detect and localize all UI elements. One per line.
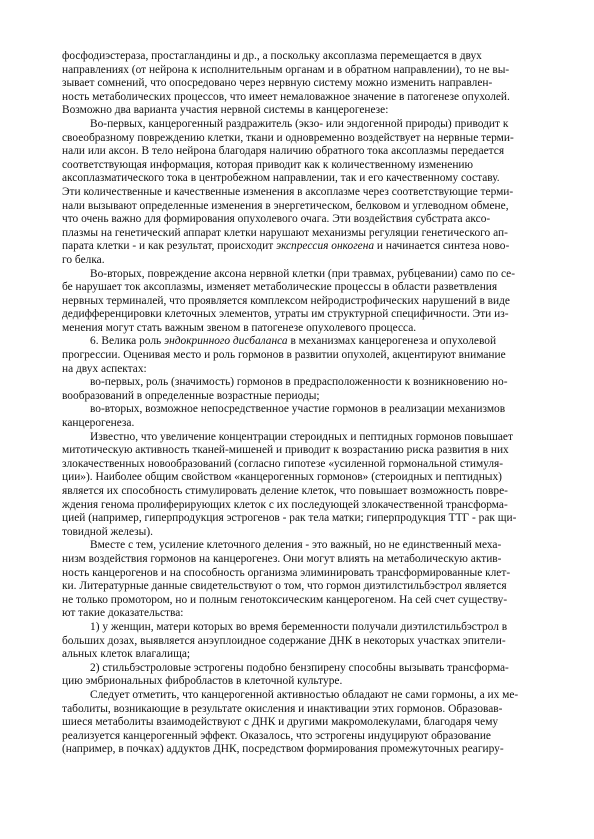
text-line: нали вызывают определенные изменения в энергетическом, белковом и углеводном обмене, [62,199,509,212]
text-line: ки. Литературные данные свидетельствуют о том, что гормон диэтилстильбэстрол является [62,580,507,593]
text-line: ции»). Наиболее общим свойством «канцерогенных гормонов» (стероидных и пептидных) [62,471,502,484]
text-line: нервных терминалей, что проявляется комплексом нейродистрофических нарушений в виде [62,294,510,307]
paragraph-start: Следует отметить, что канцерогенной активностью обладают не сами гормоны, а их ме- [90,688,519,701]
paragraph-start: во-вторых, возможное непосредственное участие гормонов в реализации механизмов [90,403,506,416]
text-line: ждения генома пролиферирующих клеток с их последующей злокачественной трансформа- [62,498,508,511]
text-line: вообразований в определенные возрастные периоды; [62,389,320,402]
text-run: в механизмах канцерогенеза и опухолевой [287,335,497,348]
text-run: 6. Велика роль [90,335,165,348]
text-line: аксоплазматического тока в центробежном направлении, так и его качественному составу. [62,172,500,185]
paragraph-start [62,335,539,349]
text-line: зывает сомнений, что опосредовано через нервную систему можно изменить направлен- [62,77,493,90]
text-run: и начинается синтеза ново- [374,240,510,253]
text-line: является их способность стимулировать деление клеток, что повышает возможность повре- [62,485,508,497]
list-item: 1) у женщин, матери которых во время беременности получали диэтилстильбэстрол в [90,620,508,633]
text-line: плазмы на генетический аппарат клетки нарушают механизмы регуляции генетического ап- [62,226,508,239]
text-line: прогрессии. Оценивая место и роль гормонов в развитии опухолей, акцентируют внимание [62,349,506,362]
text-line: больших дозах, выявляется анэуплоидное содержание ДНК в некоторых участках эпители- [62,634,506,647]
text-line: (например, в почках) аддуктов ДНК, посредством формирования промежуточных реагиру- [62,743,504,756]
text-line: нали или аксон. В тело нейрона благодаря наличию обратного тока аксоплазмы передается [62,145,505,158]
text-line: товидной железы). [62,525,153,538]
text-line: ность канцерогенов и на способность организма элиминировать трансформированные клет- [62,566,511,579]
text-line: реализуется канцерогенный эффект. Оказалось, что эстрогены индуцируют образование [62,729,491,742]
text-line: своеобразному повреждению клетки, ткани и одновременно воздействует на нервные терми- [62,131,514,144]
italic-term: экспрессия онкогена [276,240,375,253]
text-line: Возможно два варианта участия нервной системы в канцерогенезе: [62,104,389,117]
text-line: не только промотором, но и полным генотоксическим канцерогеном. На сей счет существу- [62,593,508,606]
text-line: злокачественных новообразований (согласно гипотезе «усиленной гормональной стимуля- [62,457,504,470]
text-line: альных клеток влагалища; [62,648,191,661]
text-line: соответствующая информация, которая приводит как к количественному изменению [62,158,474,171]
text-line: дедифференцировки клеточных элементов, утраты им структурной специфичности. Эти из- [62,308,509,321]
paragraph-start: Во-вторых, повреждение аксона нервной клетки (при травмах, рубцевании) само по се- [90,267,516,280]
text-line: цию эмбриональных фибробластов в клеточной культуре. [62,675,343,688]
italic-term: эндокринного дисбаланса [164,335,288,348]
text-line: что очень важно для формирования опухолевого очага. Эти воздействия субстрата аксо- [62,213,491,226]
document-page [62,50,539,757]
paragraph-start: Вместе с тем, усиление клеточного деления - это важный, но не единственный меха- [90,539,502,552]
text-line: шиеся метаболиты взаимодействуют с ДНК и другими макромолекулами, благодаря чему [62,716,499,729]
text-line: цией (например, гиперпродукция эстрогенов - рак тела матки; гиперпродукция ТТГ - рак щи- [62,512,517,525]
text-line: на двух аспектах: [62,362,147,375]
list-item: 2) стильбэстроловые эстрогены подобно бензпирену способны вызывать трансформа- [90,661,509,674]
text-line-mixed [62,240,539,254]
text-line: менения могут стать важным звеном в патогенезе опухолевого процесса. [62,321,417,334]
text-line: го белка. [62,253,105,266]
text-line: направлениях (от нейрона к исполнительным органам и в обратном направлении), то не вы- [62,63,510,76]
paragraph-start: Известно, что увеличение концентрации стероидных и пептидных гормонов повышает [90,430,513,443]
text-line: таболиты, возникающие в результате окисления и инактивации этих гормонов. Образовав- [62,702,503,715]
paragraph-start: во-первых, роль (значимость) гормонов в предрасположенности к возникновению но- [90,376,508,389]
text-run: парата клетки - и как результат, происходит [62,240,277,253]
text-line: митотическую активность тканей-мишеней и приводит к возрастанию риска развития в них [62,444,509,457]
text-line: ют такие доказательства: [62,607,184,620]
text-line: ность метаболических процессов, что имеет немаловажное значение в патогенезе опухолей. [62,90,510,103]
text-line: фосфодиэстераза, простагландины и др., а поскольку аксоплазма перемещается в двух [62,50,482,62]
text-line: Эти количественные и качественные изменения в аксоплазме через соответствующие терми- [62,185,514,198]
text-line: бе нарушает ток аксоплазмы, изменяет метаболические процессы в области разветвления [62,281,498,294]
text-line: канцерогенеза. [62,417,135,430]
text-line: низм воздействия гормонов на канцерогенез. Они могут влиять на метаболическую актив- [62,552,502,565]
paragraph-start: Во-первых, канцерогенный раздражитель (экзо- или эндогенной природы) приводит к [90,117,509,130]
